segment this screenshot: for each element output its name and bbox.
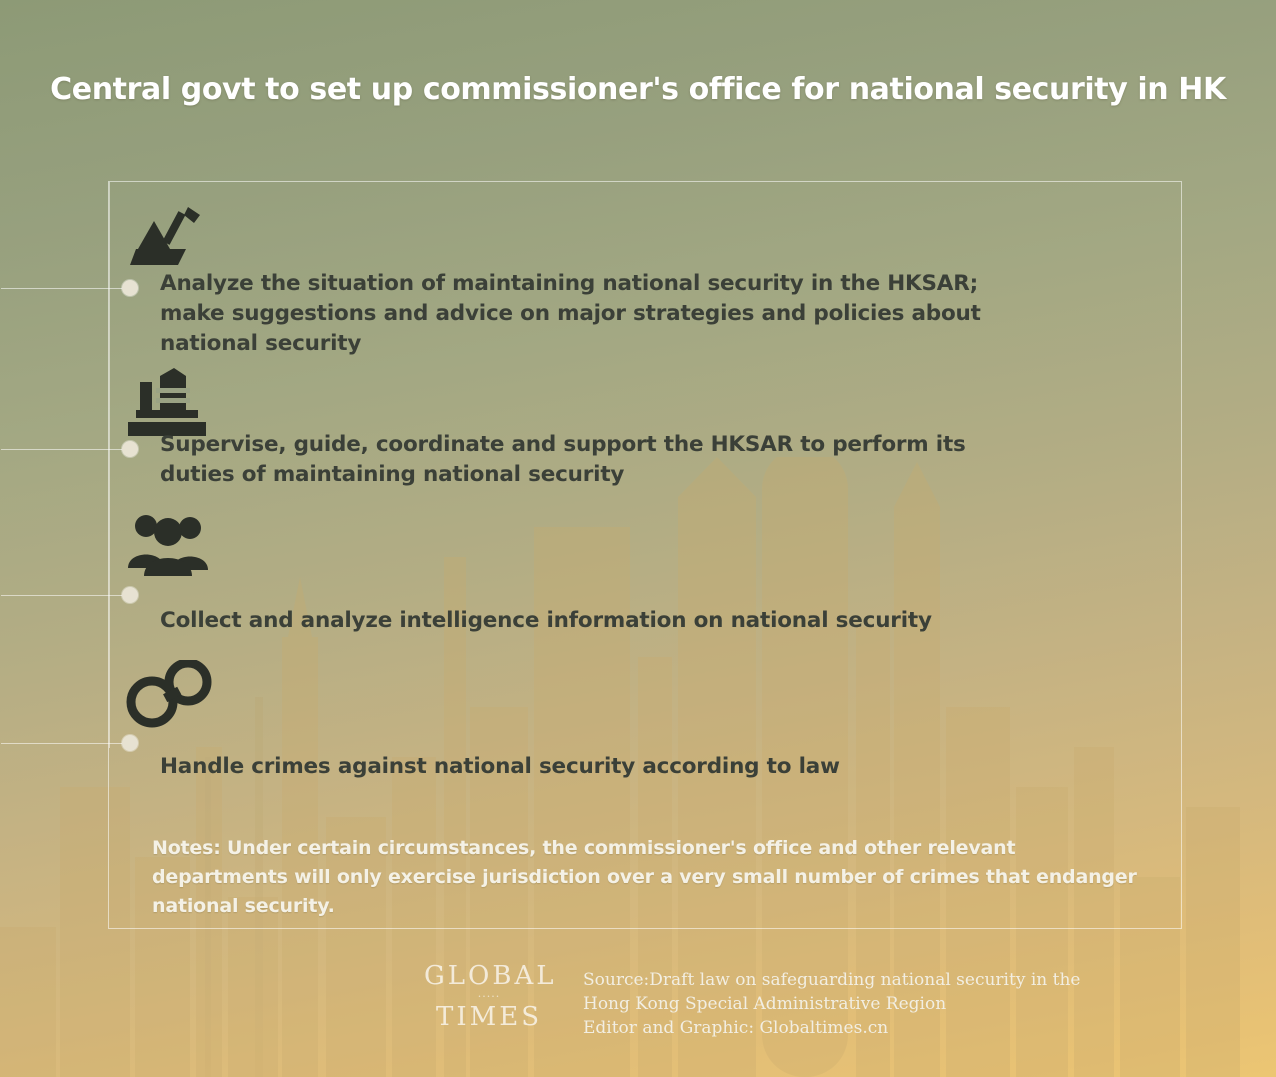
source-block bbox=[583, 968, 1203, 1040]
connector-line bbox=[1, 595, 129, 596]
bullet-dot bbox=[122, 280, 138, 296]
source-line-2: Hong Kong Special Administrative Region bbox=[583, 994, 947, 1014]
global-times-logo bbox=[424, 961, 557, 1032]
people-group-icon bbox=[126, 508, 212, 580]
connector-line bbox=[1, 449, 129, 450]
page-title: Central govt to set up commissioner's office for national security in HK bbox=[50, 72, 1226, 107]
bullet-dot bbox=[122, 441, 138, 457]
pen-writing-icon bbox=[126, 205, 212, 277]
timeline-spine bbox=[109, 182, 110, 748]
list-item-label: Collect and analyze intelligence information on national security bbox=[160, 608, 932, 633]
logo-line-3: TIMES bbox=[435, 1002, 543, 1032]
bullet-dot bbox=[122, 735, 138, 751]
logo-line-1: GLOBAL bbox=[424, 961, 557, 991]
connector-line bbox=[1, 288, 129, 289]
list-item-label: Handle crimes against national security according to law bbox=[160, 754, 840, 779]
connector-line bbox=[1, 743, 129, 744]
handcuffs-icon bbox=[126, 660, 212, 732]
list-item-label: Analyze the situation of maintaining national security in the HKSAR; make suggestions and advice on major strategies and policies about national security bbox=[160, 271, 981, 356]
list-item-label: Supervise, guide, coordinate and support the HKSAR to perform its duties of maintaining national security bbox=[160, 432, 966, 487]
source-line-3: Editor and Graphic: Globaltimes.cn bbox=[583, 1018, 889, 1038]
logo-line-2: ····· bbox=[477, 990, 501, 1003]
notes-text: Notes: Under certain circumstances, the commissioner's office and other relevant departments will only exercise jurisdiction over a very small number of crimes that endanger national security. bbox=[152, 837, 1137, 917]
bullet-dot bbox=[122, 587, 138, 603]
source-line-1: Source:Draft law on safeguarding national security in the bbox=[583, 970, 1081, 990]
